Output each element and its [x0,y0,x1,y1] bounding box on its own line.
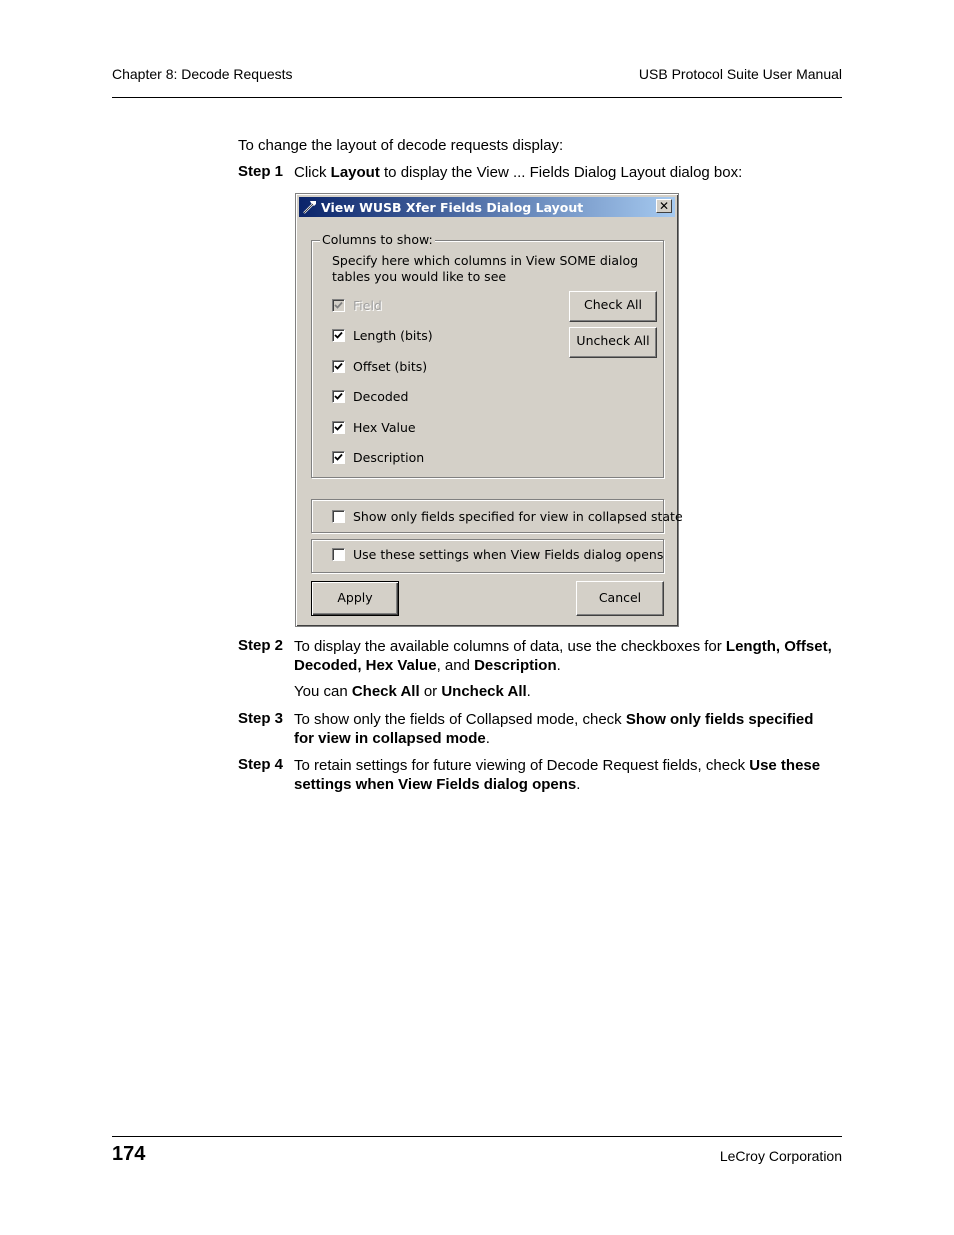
footer-company: LeCroy Corporation [719,1148,842,1164]
checkmark-icon [334,362,343,371]
checkmark-icon [334,331,343,340]
offset-checkbox-label: Offset (bits) [353,359,428,374]
close-button[interactable] [656,199,672,213]
columns-group-title: Columns to show: [322,232,433,247]
check-all-button[interactable]: Check All [569,291,657,322]
settings-option-group [311,539,664,573]
description-checkbox-label: Description [353,450,425,465]
step-2-label: Step 2 [238,637,284,654]
use-settings-checkbox[interactable] [332,548,345,561]
use-settings-label: Use these settings when View Fields dialog opens [353,547,664,562]
field-checkbox-label: Field [353,298,382,313]
dialog-title: View WUSB Xfer Fields Dialog Layout [321,200,584,215]
close-icon: ✕ [658,199,670,213]
step-4-text: To retain settings for future viewing of Decode Request fields, check Use these settings when View Fields dialog opens. [294,757,821,793]
running-header-chapter: Chapter 8: Decode Requests [112,66,293,82]
length-checkbox[interactable] [332,329,345,342]
checkmark-icon [334,301,343,310]
decoded-checkbox-label: Decoded [353,389,409,404]
step-2-subtext: You can Check All or Uncheck All. [294,683,531,700]
uncheck-all-button[interactable]: Uncheck All [569,327,657,358]
checkmark-icon [334,392,343,401]
step-1-label: Step 1 [238,163,284,180]
step-2-text: To display the available columns of data, use the checkboxes for Length, Offset, Decoded, Hex Value, and Description. [294,638,832,674]
page-number: 174 [112,1143,146,1165]
footer-rule [112,1136,842,1137]
description-checkbox[interactable] [332,451,345,464]
cancel-button[interactable]: Cancel [576,581,664,616]
collapsed-state-label: Show only fields specified for view in collapsed state [353,509,683,524]
columns-description-line2: tables you would like to see [332,269,507,284]
offset-checkbox[interactable] [332,360,345,373]
header-rule [112,97,842,98]
hammer-icon [302,199,318,215]
dialog-titlebar[interactable] [299,197,675,217]
checkmark-icon [334,453,343,462]
hex-value-checkbox[interactable] [332,421,345,434]
collapsed-state-checkbox[interactable] [332,510,345,523]
decoded-checkbox[interactable] [332,390,345,403]
checkmark-icon [334,423,343,432]
running-header-manual: USB Protocol Suite User Manual [638,66,842,82]
collapsed-option-group [311,499,683,533]
step-4-label: Step 4 [238,756,284,773]
fields-layout-dialog [295,193,683,627]
columns-description-line1: Specify here which columns in View SOME dialog [332,253,639,268]
step-1-text: Click Layout to display the View ... Fields Dialog Layout dialog box: [294,164,743,181]
hex-value-checkbox-label: Hex Value [353,420,416,435]
field-checkbox[interactable] [332,299,345,312]
step-3-label: Step 3 [238,710,284,727]
apply-button[interactable]: Apply [311,581,399,616]
length-checkbox-label: Length (bits) [353,328,433,343]
step-3-text: To show only the fields of Collapsed mode, check Show only fields specified for view in collapsed mode. [294,711,814,747]
columns-group [311,232,664,478]
intro-text: To change the layout of decode requests display: [238,137,564,154]
